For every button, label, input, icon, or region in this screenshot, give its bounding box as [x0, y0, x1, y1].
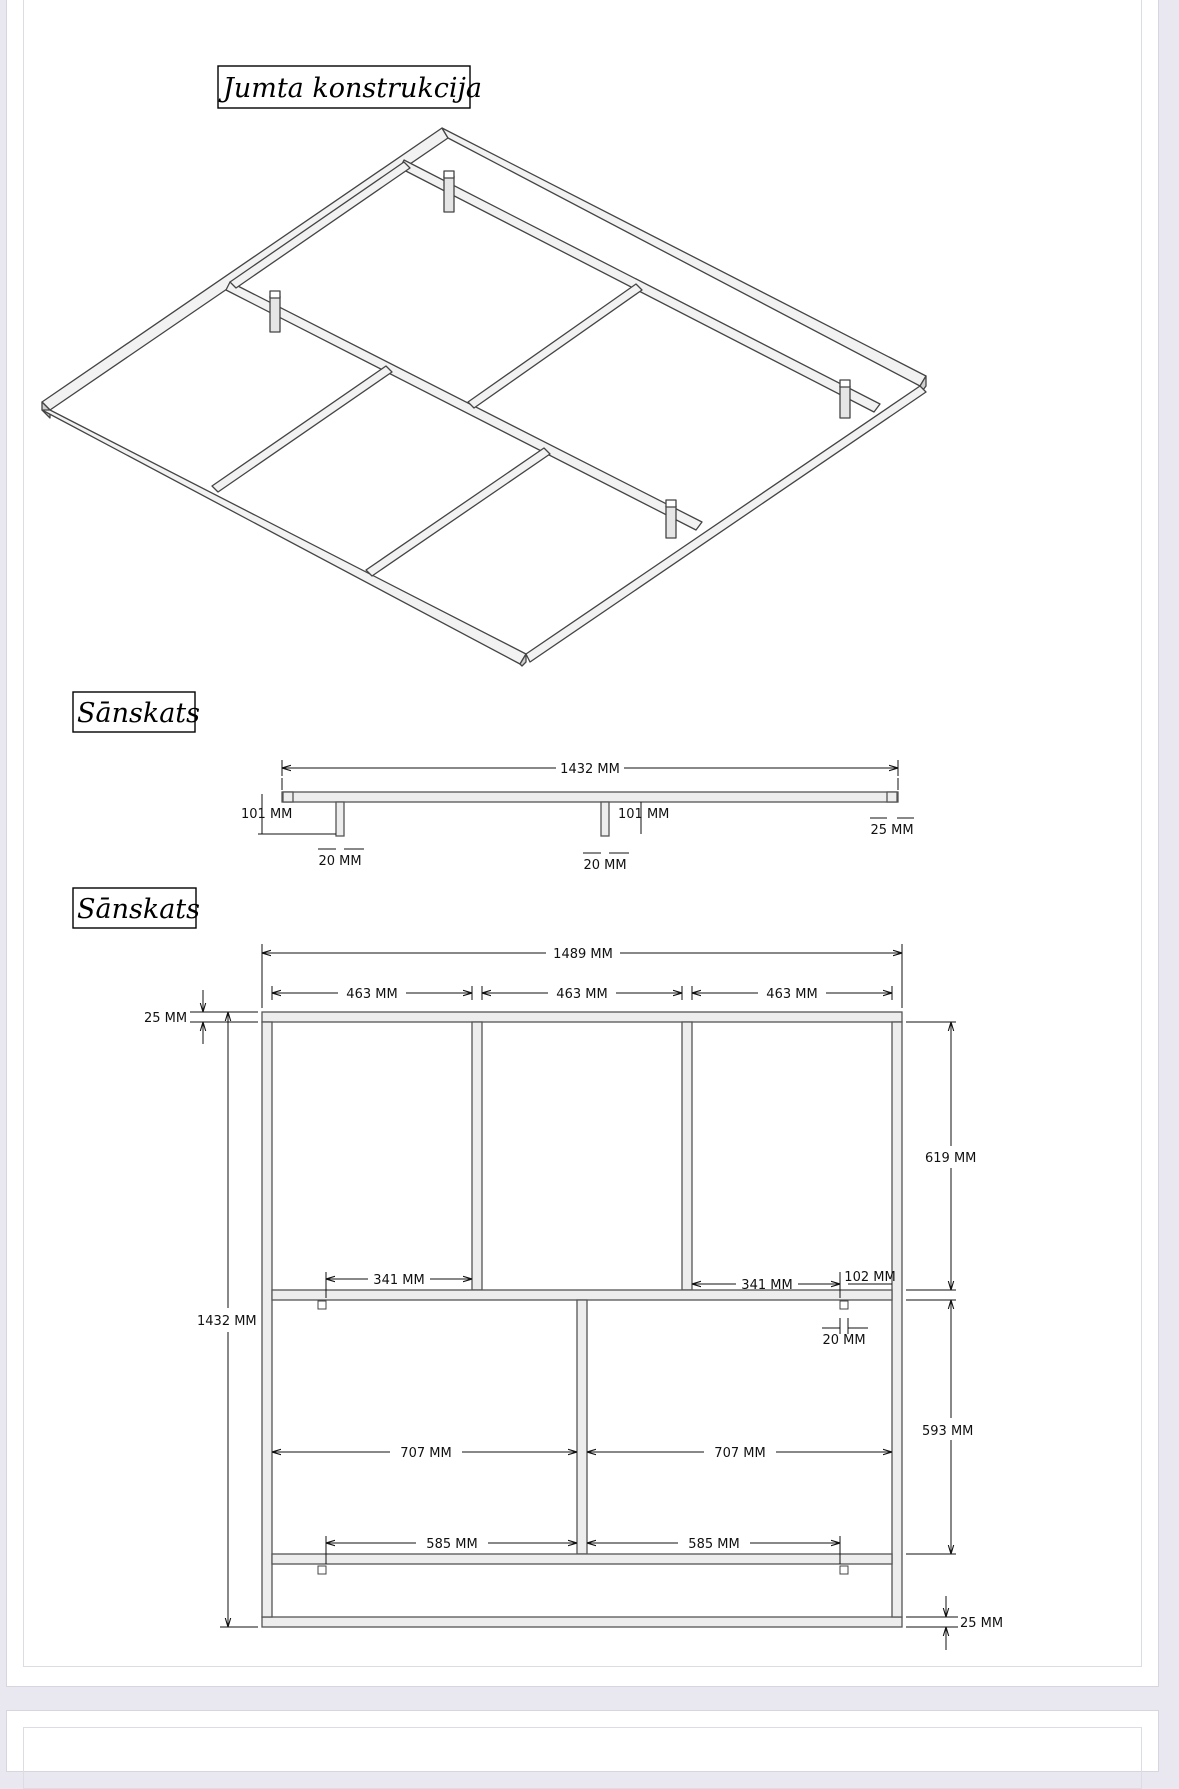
plan-top-rail: [262, 1012, 902, 1022]
plan-middle-rail: [272, 1290, 892, 1300]
next-document-page: [6, 1710, 1159, 1772]
plan-lower-divider: [577, 1300, 587, 1554]
side-beam-end-left: [283, 792, 293, 802]
lower-bay-left-label: 707 MM: [400, 1446, 452, 1461]
lower-bay-right-label: 707 MM: [714, 1446, 766, 1461]
plan-title-box: [73, 888, 200, 928]
top-rail-label: 25 MM: [144, 1011, 188, 1026]
lower-span-right-label: 585 MM: [688, 1537, 740, 1552]
post-marker: [318, 1566, 326, 1574]
plan-bottom-rail: [262, 1617, 902, 1627]
post-edge-offset-label: 102 MM: [844, 1270, 896, 1285]
bay-2-label: 463 MM: [556, 987, 608, 1002]
plan-depth-label: 1432 MM: [197, 1314, 257, 1329]
side-leg-left: [336, 802, 344, 836]
next-page-frame: [23, 1727, 1142, 1789]
side-leg-width-right-label: 20 MM: [583, 858, 627, 873]
post-marker: [840, 1301, 848, 1309]
bay-3-label: 463 MM: [766, 987, 818, 1002]
side-length-label: 1432 MM: [560, 762, 620, 777]
plan-left-rail: [262, 1022, 272, 1617]
lower-depth-label: 593 MM: [922, 1424, 974, 1439]
isometric-frame: [42, 128, 926, 666]
plan-upper-divider-1: [472, 1022, 482, 1290]
post-marker: [318, 1301, 326, 1309]
lower-span-left-label: 585 MM: [426, 1537, 478, 1552]
bay-1-label: 463 MM: [346, 987, 398, 1002]
plan-view: [144, 944, 1003, 1650]
side-leg-height-right-label: 101 MM: [618, 807, 670, 822]
plan-right-rail: [892, 1022, 902, 1617]
bottom-rail-label: 25 MM: [960, 1616, 1004, 1631]
post-marker: [840, 1566, 848, 1574]
side-beam-width-label: 25 MM: [870, 823, 914, 838]
side-title-box: [73, 692, 200, 732]
side-title: Sānskats: [77, 698, 201, 729]
plan-lower-rail: [272, 1554, 892, 1564]
side-leg-height-left-label: 101 MM: [241, 807, 293, 822]
post-size-label: 20 MM: [822, 1333, 866, 1348]
upper-depth-label: 619 MM: [925, 1151, 977, 1166]
side-beam-end-right: [887, 792, 897, 802]
side-beam: [282, 792, 898, 802]
plan-width-label: 1489 MM: [553, 947, 613, 962]
side-leg-right: [601, 802, 609, 836]
plan-upper-divider-2: [682, 1022, 692, 1290]
post-offset-right-label: 341 MM: [741, 1278, 793, 1293]
side-leg-width-left-label: 20 MM: [318, 854, 362, 869]
post-offset-left-label: 341 MM: [373, 1273, 425, 1288]
iso-title: Jumta konstrukcija: [223, 73, 482, 104]
side-view: [241, 760, 914, 873]
iso-title-box: [218, 66, 482, 108]
plan-title: Sānskats: [77, 894, 201, 925]
